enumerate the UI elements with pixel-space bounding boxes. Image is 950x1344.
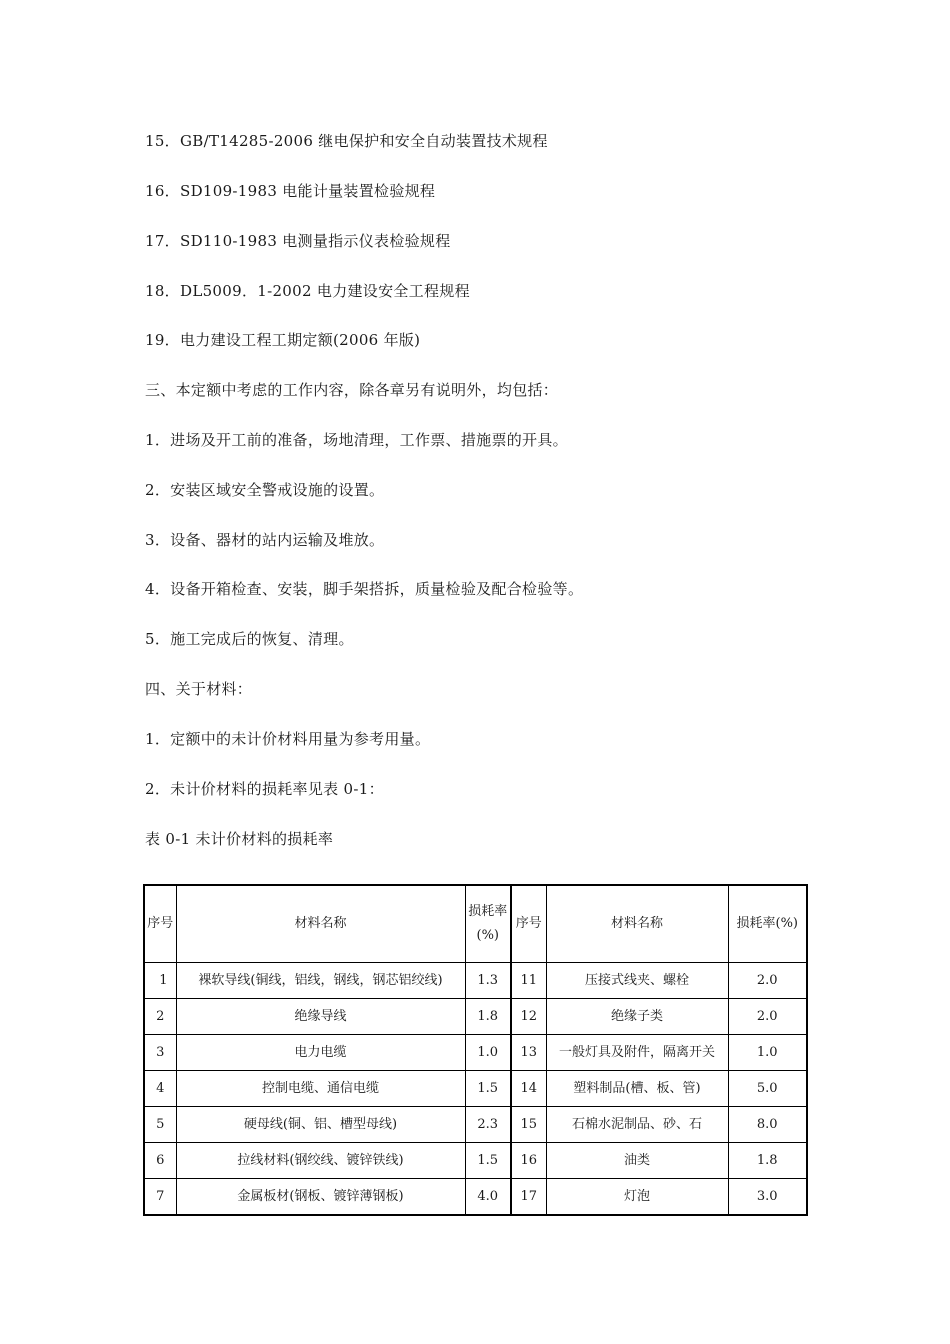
table-row <box>144 1071 807 1107</box>
cell-material-right: 一般灯具及附件，隔离开关 <box>546 1035 728 1071</box>
table-row <box>144 999 807 1035</box>
cell-seq-right: 15 <box>511 1107 546 1143</box>
text-item-4: 4．设备开箱检查、安装，脚手架搭拆，质量检验及配合检验等。 <box>145 580 584 598</box>
cell-rate-right: 1.8 <box>728 1143 807 1179</box>
text-line-15: 15．GB/T14285-2006 继电保护和安全自动装置技术规程 <box>145 132 548 150</box>
section-heading-3: 三、本定额中考虑的工作内容，除各章另有说明外，均包括： <box>145 381 559 399</box>
text-item-1: 1．进场及开工前的准备，场地清理，工作票、措施票的开具。 <box>145 431 568 449</box>
cell-rate: 1.5 <box>465 1071 511 1107</box>
cell-material-right: 压接式线夹、螺栓 <box>546 963 728 999</box>
text-item-5: 5．施工完成后的恢复、清理。 <box>145 630 354 648</box>
cell-seq: 4 <box>144 1071 176 1107</box>
text-line-16: 16．SD109-1983 电能计量装置检验规程 <box>145 182 436 200</box>
text-line-19: 19．电力建设工程工期定额(2006 年版) <box>145 331 421 349</box>
cell-rate-right: 1.0 <box>728 1035 807 1071</box>
cell-material: 拉线材料(钢绞线、镀锌铁线) <box>176 1143 465 1179</box>
cell-seq-right: 17 <box>511 1179 546 1216</box>
table-row <box>144 1035 807 1071</box>
cell-rate: 1.8 <box>465 999 511 1035</box>
table-caption: 表 0-1 未计价材料的损耗率 <box>145 830 334 848</box>
cell-rate-right: 5.0 <box>728 1071 807 1107</box>
cell-material-right: 灯泡 <box>546 1179 728 1216</box>
section-heading-4: 四、关于材料： <box>145 680 253 698</box>
cell-rate: 1.3 <box>465 963 511 999</box>
table-row <box>144 1107 807 1143</box>
cell-material-right: 油类 <box>546 1143 728 1179</box>
cell-seq-right: 11 <box>511 963 546 999</box>
cell-seq: 1 <box>144 963 176 999</box>
cell-rate: 1.0 <box>465 1035 511 1071</box>
cell-material: 绝缘导线 <box>176 999 465 1035</box>
cell-seq: 7 <box>144 1179 176 1216</box>
cell-rate-right: 3.0 <box>728 1179 807 1216</box>
header-seq-right: 序号 <box>511 885 546 963</box>
cell-material-right: 塑料制品(槽、板、管) <box>546 1071 728 1107</box>
cell-rate-right: 2.0 <box>728 999 807 1035</box>
table-row <box>144 1179 807 1216</box>
table-row <box>144 1143 807 1179</box>
cell-rate: 2.3 <box>465 1107 511 1143</box>
cell-rate: 1.5 <box>465 1143 511 1179</box>
cell-rate-right: 8.0 <box>728 1107 807 1143</box>
cell-material: 硬母线(铜、铝、槽型母线) <box>176 1107 465 1143</box>
cell-material: 控制电缆、通信电缆 <box>176 1071 465 1107</box>
text-line-17: 17．SD110-1983 电测量指示仪表检验规程 <box>145 232 451 250</box>
cell-material: 电力电缆 <box>176 1035 465 1071</box>
cell-material: 裸软导线(铜线，铝线，钢线，钢芯铝绞线) <box>176 963 465 999</box>
cell-rate-right: 2.0 <box>728 963 807 999</box>
cell-material-right: 石棉水泥制品、砂、石 <box>546 1107 728 1143</box>
cell-material: 金属板材(钢板、镀锌薄钢板) <box>176 1179 465 1216</box>
cell-seq-right: 16 <box>511 1143 546 1179</box>
loss-rate-table <box>143 884 808 1216</box>
text-item-3: 3．设备、器材的站内运输及堆放。 <box>145 531 385 549</box>
cell-seq: 5 <box>144 1107 176 1143</box>
cell-rate: 4.0 <box>465 1179 511 1216</box>
material-item-1: 1．定额中的未计价材料用量为参考用量。 <box>145 730 431 748</box>
cell-seq-right: 14 <box>511 1071 546 1107</box>
header-rate: 损耗率(%) <box>465 885 511 963</box>
table-header-row <box>144 885 807 963</box>
header-name: 材料名称 <box>176 885 465 963</box>
cell-seq: 3 <box>144 1035 176 1071</box>
text-line-18: 18．DL5009．1-2002 电力建设安全工程规程 <box>145 282 470 300</box>
header-seq: 序号 <box>144 885 176 963</box>
cell-seq: 6 <box>144 1143 176 1179</box>
cell-seq: 2 <box>144 999 176 1035</box>
material-item-2: 2．未计价材料的损耗率见表 0-1： <box>145 780 384 798</box>
cell-seq-right: 12 <box>511 999 546 1035</box>
text-item-2: 2．安装区域安全警戒设施的设置。 <box>145 481 385 499</box>
header-rate-right: 损耗率(%) <box>728 885 807 963</box>
cell-seq-right: 13 <box>511 1035 546 1071</box>
cell-material-right: 绝缘子类 <box>546 999 728 1035</box>
table-row <box>144 963 807 999</box>
header-name-right: 材料名称 <box>546 885 728 963</box>
